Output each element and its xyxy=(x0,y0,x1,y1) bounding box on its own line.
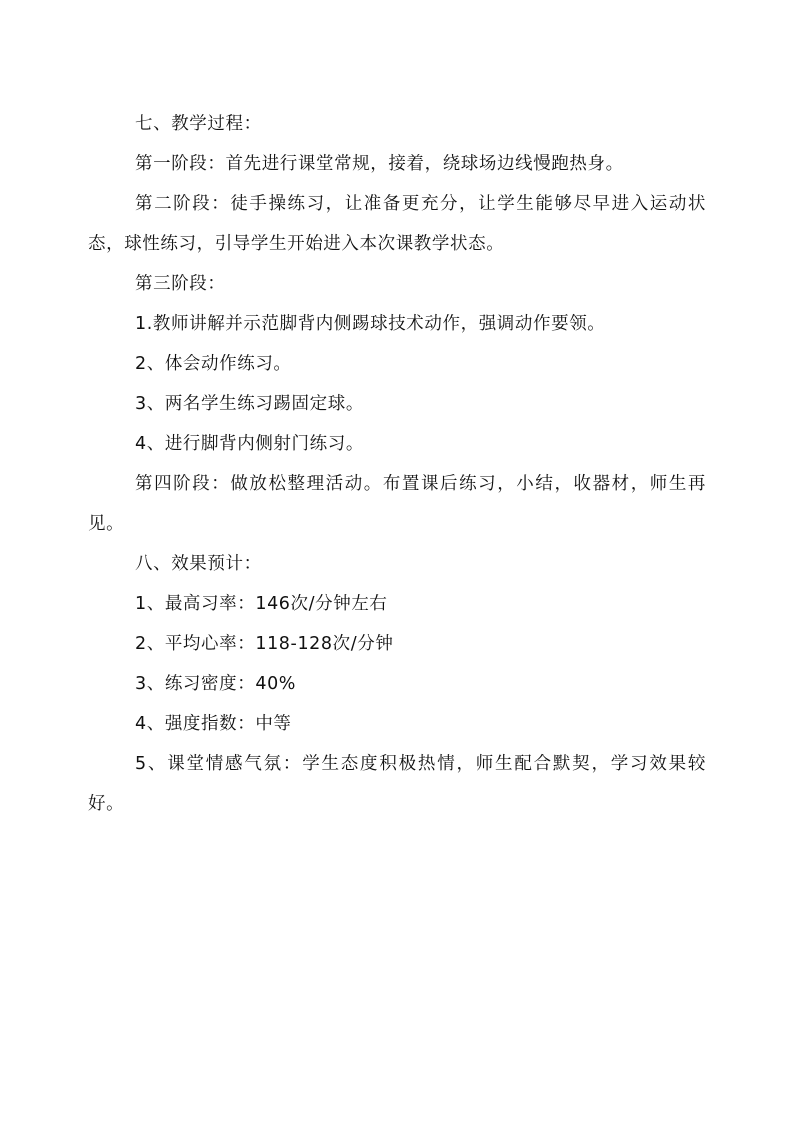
list-item-step-2: 2、体会动作练习。 xyxy=(135,354,292,374)
list-item-intensity-index: 4、强度指数：中等 xyxy=(135,714,292,734)
list-item-step-4: 4、进行脚背内侧射门练习。 xyxy=(135,434,364,454)
list-item-max-heart-rate: 1、最高习率：146次/分钟左右 xyxy=(135,594,388,614)
paragraph-stage-four: 第四阶段：做放松整理活动。布置课后练习，小结，收器材，师生再见。 xyxy=(88,474,706,534)
section-heading-expected-effect: 八、效果预计： xyxy=(135,554,262,574)
list-item-step-1: 1.教师讲解并示范脚背内侧踢球技术动作，强调动作要领。 xyxy=(135,314,606,334)
list-item-class-atmosphere: 5、课堂情感气氛：学生态度积极热情，师生配合默契，学习效果较好。 xyxy=(88,754,706,814)
list-item-practice-density: 3、练习密度：40% xyxy=(135,674,297,694)
paragraph-stage-three-title: 第三阶段： xyxy=(135,274,226,294)
section-heading-teaching-process: 七、教学过程： xyxy=(135,114,262,134)
paragraph-stage-one: 第一阶段：首先进行课堂常规，接着，绕球场边线慢跑热身。 xyxy=(135,154,624,174)
paragraph-stage-two: 第二阶段：徒手操练习，让准备更充分，让学生能够尽早进入运动状态，球性练习，引导学生开始进入本次课教学状态。 xyxy=(88,194,706,254)
list-item-avg-heart-rate: 2、平均心率：118-128次/分钟 xyxy=(135,634,394,654)
document-body xyxy=(88,104,706,824)
list-item-step-3: 3、两名学生练习踢固定球。 xyxy=(135,394,364,414)
